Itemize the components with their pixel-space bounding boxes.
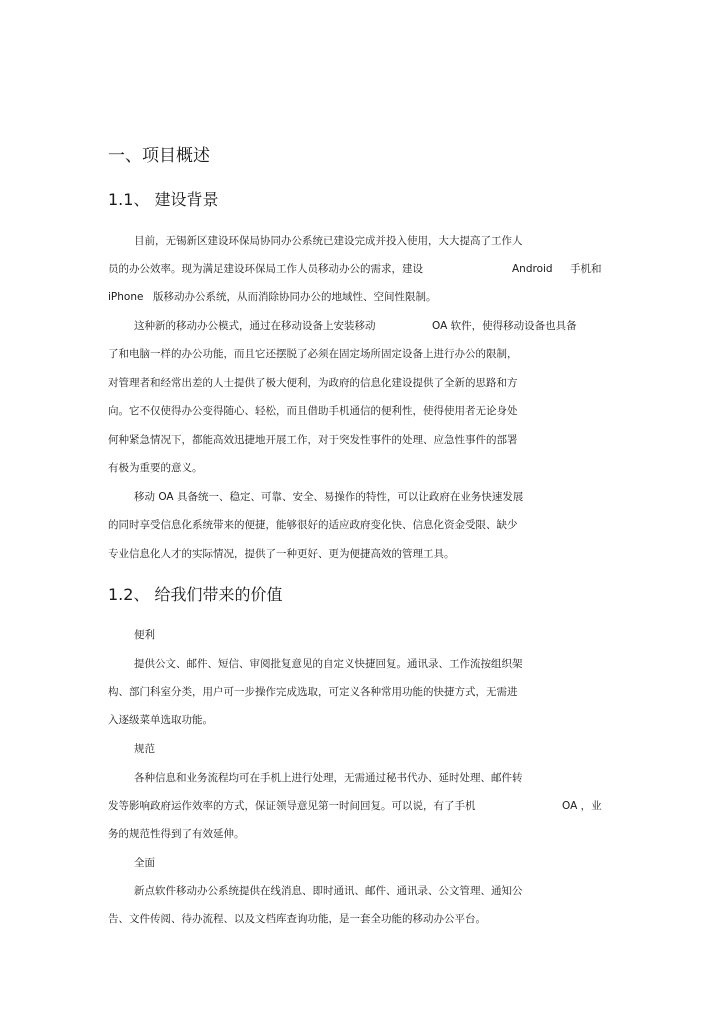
subheading-comprehensive: 全面: [134, 857, 155, 869]
paragraph-line: 发等影响政府运作效率的方式，保证领导意见第一时间回复。可以说，有了手机: [108, 800, 476, 812]
paragraph-line: 版移动办公系统，从而消除协同办公的地域性、空间性限制。: [153, 291, 437, 303]
paragraph-word: Android: [512, 263, 553, 275]
paragraph-line: 了和电脑一样的办公功能，而且它还摆脱了必须在固定场所固定设备上进行办公的限制，: [108, 348, 518, 360]
paragraph-word: iPhone: [108, 291, 144, 303]
heading-construction-background: 1.1、 建设背景: [108, 190, 219, 209]
heading-project-overview: 一、项目概述: [108, 146, 210, 166]
paragraph-line: 何种紧急情况下，都能高效迅捷地开展工作，对于突发性事件的处理、应急性事件的部署: [108, 434, 518, 446]
paragraph-line: 的同时享受信息化系统带来的便捷，能够很好的适应政府变化快、信息化资金受限、缺少: [108, 519, 518, 531]
paragraph-line: 对管理者和经常出差的人士提供了极大便利，为政府的信息化建设提供了全新的思路和方: [108, 377, 518, 389]
paragraph-line: 各种信息和业务流程均可在手机上进行处理，无需通过秘书代办、延时处理、邮件转: [134, 772, 523, 784]
subheading-convenience: 便利: [134, 629, 155, 641]
paragraph-line: 务的规范性得到了有效延伸。: [108, 828, 245, 840]
paragraph-line: 告、文件传阅、待办流程、以及文档库查询功能，是一套全功能的移动办公平台。: [108, 913, 486, 925]
paragraph-line: 入逐级菜单选取功能。: [108, 714, 213, 726]
paragraph-line: 构、部门科室分类，用户可一步操作完成选取，可定义各种常用功能的快捷方式，无需进: [108, 686, 518, 698]
paragraph-word: OA ，业: [562, 800, 602, 812]
paragraph-line: 目前，无锡新区建设环保局协同办公系统已建设完成并投入使用，大大提高了工作人: [134, 235, 523, 247]
paragraph-line: 员的办公效率。现为满足建设环保局工作人员移动办公的需求，建设: [108, 263, 423, 275]
paragraph-line: 新点软件移动办公系统提供在线消息、即时通讯、邮件、通讯录、公文管理、通知公: [134, 885, 523, 897]
paragraph-line: 这种新的移动办公模式，通过在移动设备上安装移动: [134, 320, 376, 332]
paragraph-line: 有极为重要的意义。: [108, 462, 203, 474]
paragraph-line: 向。它不仅使得办公变得随心、轻松，而且借助手机通信的便利性，使得使用者无论身处: [108, 405, 518, 417]
paragraph-word: 手机和: [570, 263, 602, 275]
heading-value-brought: 1.2、 给我们带来的价值: [108, 585, 283, 604]
paragraph-line: OA 软件，使得移动设备也具备: [432, 320, 577, 332]
subheading-standardization: 规范: [134, 743, 155, 755]
paragraph-line: 移动 OA 具备统一、稳定、可靠、安全、易操作的特性，可以让政府在业务快速发展: [134, 491, 524, 503]
paragraph-line: 专业信息化人才的实际情况，提供了一种更好、更为便捷高效的管理工具。: [108, 548, 455, 560]
paragraph-line: 提供公文、邮件、短信、审阅批复意见的自定义快捷回复。通讯录、工作流按组织架: [134, 658, 523, 670]
